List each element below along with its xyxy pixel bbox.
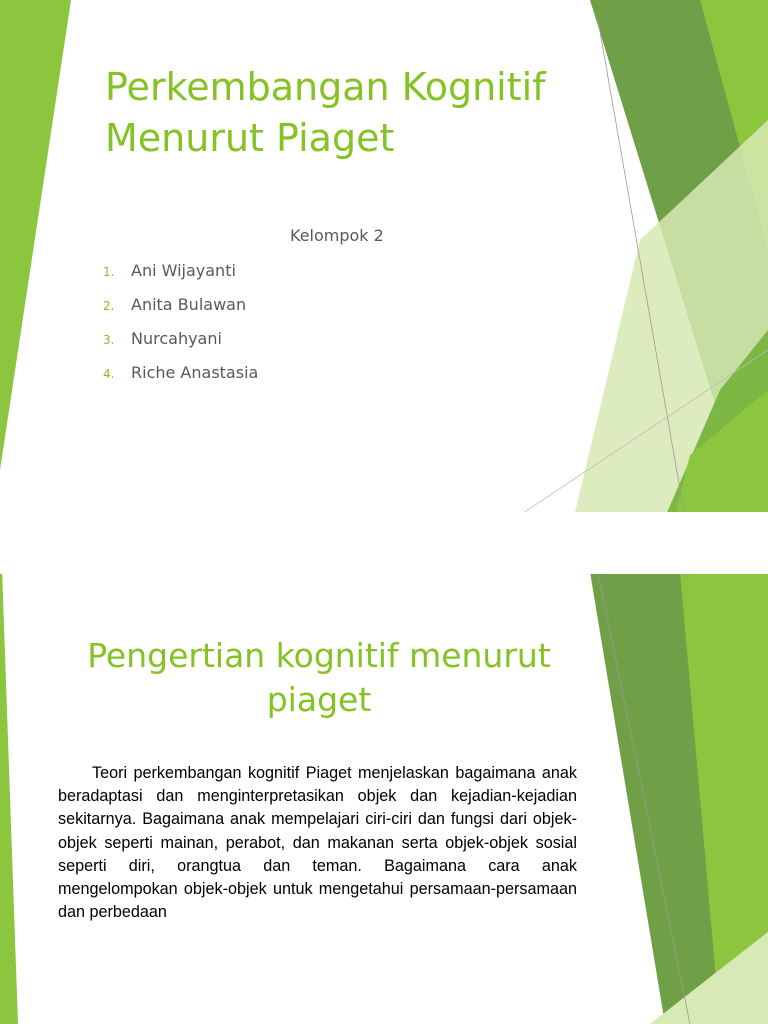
member-item (103, 261, 258, 295)
list-number: 4. (103, 367, 115, 381)
member-item (103, 363, 258, 397)
slide-2-title: Pengertian kognitif menurut piaget (87, 636, 551, 719)
list-number: 3. (103, 333, 115, 347)
member-name: Anita Bulawan (131, 295, 247, 314)
slide-1-title: Perkembangan Kognitif Menurut Piaget (105, 65, 546, 160)
list-number: 1. (103, 265, 115, 279)
slide-gap (0, 512, 768, 574)
list-number: 2. (103, 299, 115, 313)
left-green-sliver (0, 512, 18, 1024)
member-item (103, 329, 258, 363)
member-item (103, 295, 258, 329)
member-name: Nurcahyani (131, 329, 222, 348)
member-name: Ani Wijayanti (131, 261, 236, 280)
member-name: Riche Anastasia (131, 363, 259, 382)
left-green-triangle (0, 0, 71, 470)
group-label: Kelompok 2 (290, 226, 384, 245)
slide-2-body: Teori perkembangan kognitif Piaget menjelaskan bagaimana anak beradaptasi dan menginterpretasikan objek dan kejadian-kejadian sekitarnya. Bagaimana anak mempelajari ciri-ciri dan fungsi dari objek-objek seperti mainan, perabot, dan makanan serta objek-objek sosial seperti diri, orangtua dan teman. Bagaimana cara anak mengelompokan objek-objek untuk mengetahui persamaan-persamaan dan perbedaan (58, 764, 577, 922)
member-list (103, 261, 258, 397)
